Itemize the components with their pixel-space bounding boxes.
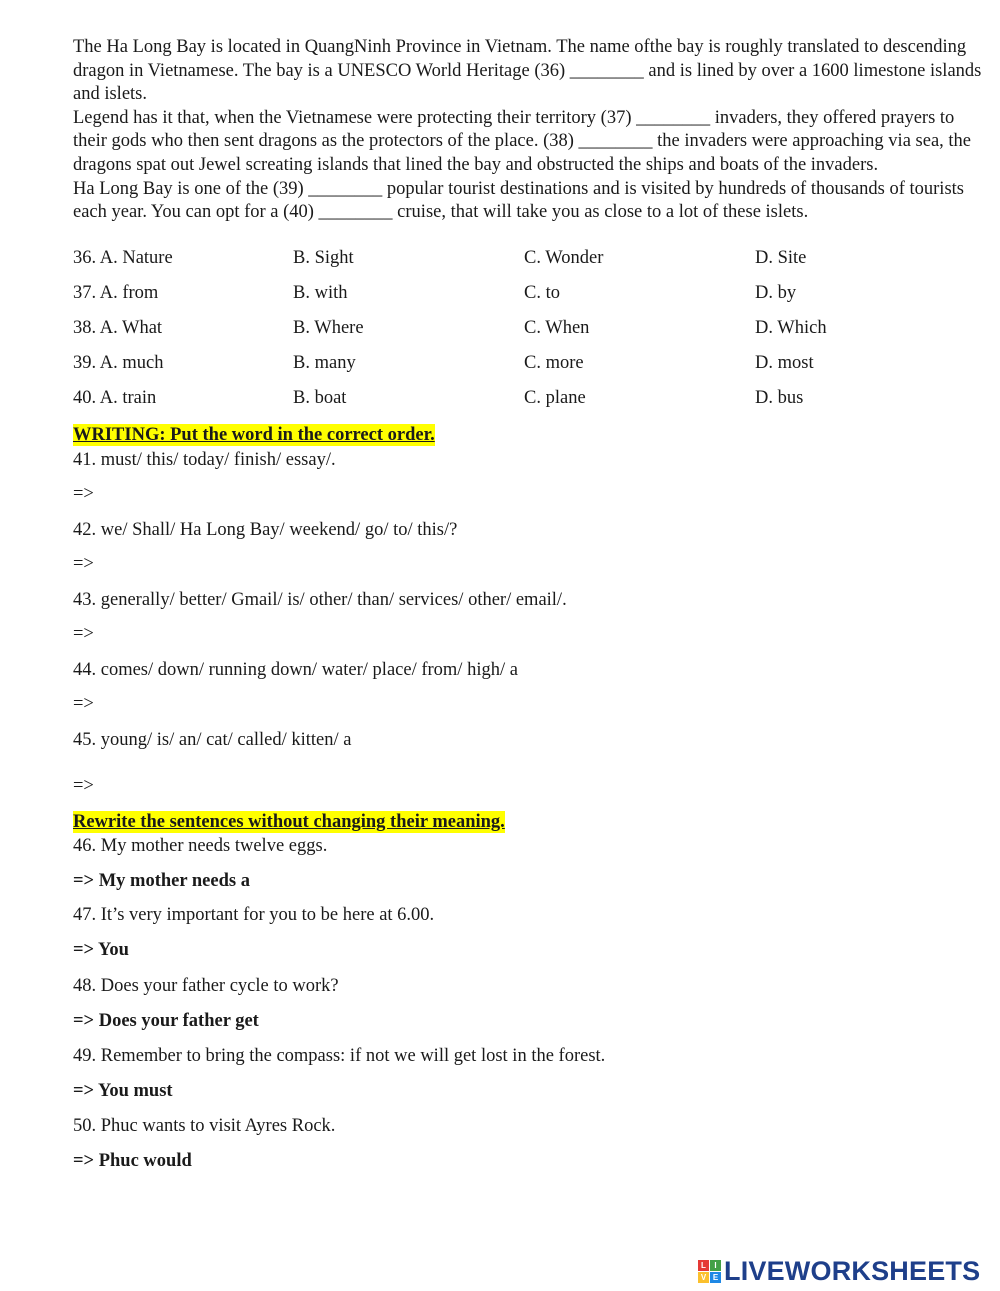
option-37-a: 37. A. from (73, 283, 159, 303)
logo-square-v: V (698, 1272, 709, 1283)
option-36-b: B. Sight (293, 248, 354, 268)
option-40-b: B. boat (293, 388, 347, 408)
reading-passage (73, 36, 983, 225)
passage-paragraph-2: Legend has it that, when the Vietnamese were protecting their territory (37) ________ invaders, they offered prayers to their gods who then sent dragons as the protectors of the place. (38) ________ the invaders were approaching via sea, the dragons spat out Jewel screating islands that lined the bay and obstructed the ships and boats of the invaders. (73, 107, 971, 175)
option-39-d: D. most (755, 353, 814, 373)
option-36-c: C. Wonder (524, 248, 604, 268)
answer-50: => Phuc would (73, 1151, 192, 1171)
answer-48: => Does your father get (73, 1011, 259, 1031)
logo-text: LIVEWORKSHEETS (724, 1256, 981, 1286)
question-43: 43. generally/ better/ Gmail/ is/ other/ than/ services/ other/ email/. (73, 590, 567, 610)
option-38-c: C. When (524, 318, 590, 338)
question-47: 47. It’s very important for you to be here at 6.00. (73, 905, 435, 925)
option-36-a: 36. A. Nature (73, 248, 173, 268)
option-38-a: 38. A. What (73, 318, 163, 338)
rewrite-heading: Rewrite the sentences without changing their meaning. (73, 812, 505, 832)
answer-options (73, 248, 973, 423)
options-row-37 (73, 283, 973, 318)
answer-42: => (73, 554, 94, 574)
logo-square-e: E (710, 1272, 721, 1283)
question-44: 44. comes/ down/ running down/ water/ place/ from/ high/ a (73, 660, 518, 680)
question-50: 50. Phuc wants to visit Ayres Rock. (73, 1116, 336, 1136)
answer-46: => My mother needs a (73, 871, 250, 891)
logo-square-l: L (698, 1260, 709, 1271)
passage-paragraph-3: Ha Long Bay is one of the (39) ________ popular tourist destinations and is visited by hundreds of thousands of tourists each year. You can opt for a (40) ________ cruise, that will take you as close to a lot of these islets. (73, 178, 964, 223)
option-40-c: C. plane (524, 388, 586, 408)
question-48: 48. Does your father cycle to work? (73, 976, 339, 996)
options-row-39 (73, 353, 973, 388)
option-39-b: B. many (293, 353, 356, 373)
question-49: 49. Remember to bring the compass: if not we will get lost in the forest. (73, 1046, 606, 1066)
options-row-38 (73, 318, 973, 353)
answer-43: => (73, 624, 94, 644)
option-38-b: B. Where (293, 318, 364, 338)
answer-49: => You must (73, 1081, 173, 1101)
passage-paragraph-1: The Ha Long Bay is located in QuangNinh Province in Vietnam. The name ofthe bay is roughly translated to descending dragon in Vietnamese. The bay is a UNESCO World Heritage (36) ________ and is lined by over a 1600 limestone islands and islets. (73, 37, 982, 105)
answer-44: => (73, 694, 94, 714)
option-37-b: B. with (293, 283, 348, 303)
option-39-a: 39. A. much (73, 353, 164, 373)
option-37-d: D. by (755, 283, 797, 303)
options-row-36 (73, 248, 973, 283)
logo-square-i: I (710, 1260, 721, 1271)
option-40-a: 40. A. train (73, 388, 157, 408)
question-46: 46. My mother needs twelve eggs. (73, 836, 328, 856)
question-45: 45. young/ is/ an/ cat/ called/ kitten/ a (73, 730, 352, 750)
option-40-d: D. bus (755, 388, 804, 408)
option-38-d: D. Which (755, 318, 827, 338)
answer-47: => You (73, 940, 129, 960)
option-37-c: C. to (524, 283, 560, 303)
writing-heading: WRITING: Put the word in the correct order. (73, 425, 435, 445)
question-42: 42. we/ Shall/ Ha Long Bay/ weekend/ go/ to/ this/? (73, 520, 458, 540)
answer-45: => (73, 776, 94, 796)
answer-41: => (73, 484, 94, 504)
liveworksheets-logo (698, 1256, 980, 1287)
option-36-d: D. Site (755, 248, 807, 268)
options-row-40 (73, 388, 973, 423)
logo-squares-icon (698, 1260, 721, 1283)
option-39-c: C. more (524, 353, 584, 373)
question-41: 41. must/ this/ today/ finish/ essay/. (73, 450, 336, 470)
